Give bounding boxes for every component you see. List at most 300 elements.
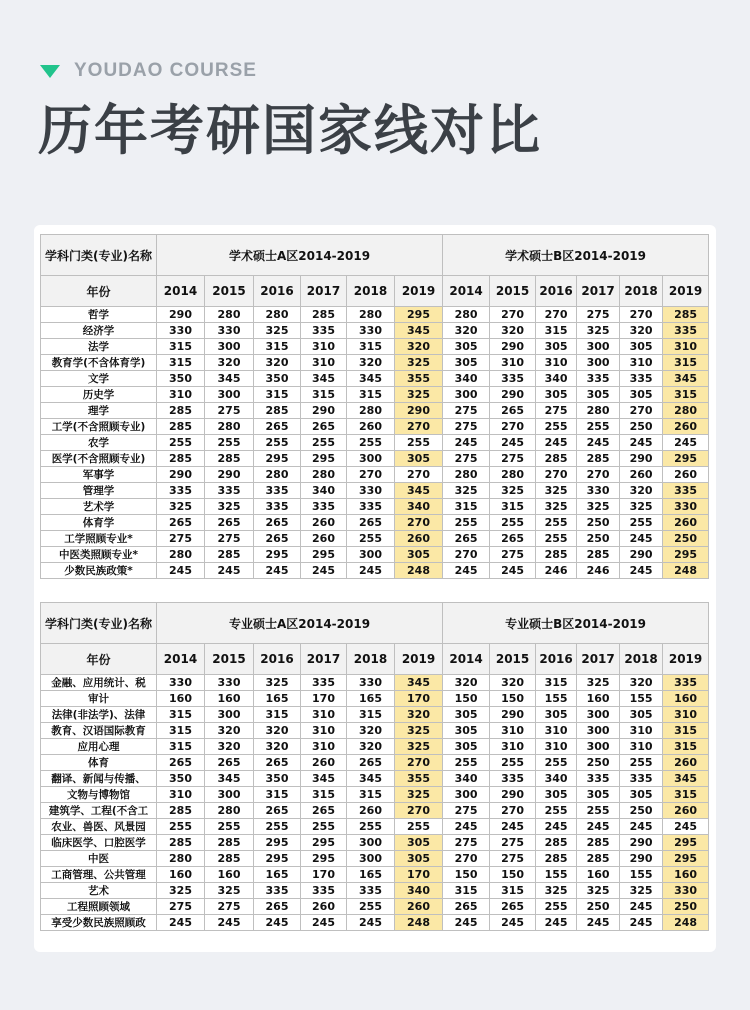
score-cell: 248 bbox=[395, 563, 443, 579]
score-cell: 255 bbox=[536, 803, 577, 819]
score-cell: 250 bbox=[577, 899, 620, 915]
table-row bbox=[41, 323, 709, 339]
score-cell: 295 bbox=[301, 835, 347, 851]
table-row bbox=[41, 547, 709, 563]
subject-name: 管理学 bbox=[41, 483, 157, 499]
score-cell: 250 bbox=[663, 899, 709, 915]
score-cell: 270 bbox=[490, 307, 536, 323]
score-cell: 245 bbox=[620, 899, 663, 915]
score-cell: 300 bbox=[347, 451, 395, 467]
score-cell: 160 bbox=[663, 691, 709, 707]
score-cell: 325 bbox=[395, 739, 443, 755]
score-cell: 255 bbox=[347, 819, 395, 835]
score-cell: 245 bbox=[490, 819, 536, 835]
score-cell: 260 bbox=[620, 467, 663, 483]
score-cell: 285 bbox=[536, 835, 577, 851]
score-cell: 295 bbox=[301, 851, 347, 867]
corner-header: 学科门类(专业)名称 bbox=[41, 235, 157, 276]
score-cell: 245 bbox=[490, 563, 536, 579]
score-cell: 295 bbox=[254, 547, 301, 563]
year-header-row bbox=[41, 644, 709, 675]
subject-name: 工商管理、公共管理 bbox=[41, 867, 157, 883]
score-cell: 330 bbox=[347, 483, 395, 499]
score-cell: 330 bbox=[663, 883, 709, 899]
table-row bbox=[41, 307, 709, 323]
score-cell: 310 bbox=[490, 355, 536, 371]
score-cell: 340 bbox=[536, 371, 577, 387]
score-cell: 265 bbox=[205, 515, 254, 531]
score-cell: 320 bbox=[443, 323, 490, 339]
score-cell: 300 bbox=[347, 547, 395, 563]
score-cell: 170 bbox=[395, 691, 443, 707]
score-cell: 295 bbox=[254, 835, 301, 851]
score-cell: 285 bbox=[205, 835, 254, 851]
score-cell: 300 bbox=[577, 707, 620, 723]
score-cell: 165 bbox=[347, 867, 395, 883]
score-cell: 245 bbox=[577, 915, 620, 931]
score-cell: 255 bbox=[536, 755, 577, 771]
score-cell: 345 bbox=[663, 771, 709, 787]
group-a-header: 专业硕士A区2014-2019 bbox=[157, 603, 443, 644]
score-cell: 310 bbox=[301, 739, 347, 755]
score-cell: 285 bbox=[205, 851, 254, 867]
subject-name: 享受少数民族照顾政 bbox=[41, 915, 157, 931]
score-cell: 345 bbox=[395, 323, 443, 339]
score-cell: 320 bbox=[395, 339, 443, 355]
brand bbox=[40, 60, 257, 82]
score-cell: 245 bbox=[157, 915, 205, 931]
score-cell: 345 bbox=[301, 771, 347, 787]
score-cell: 315 bbox=[157, 739, 205, 755]
score-cell: 285 bbox=[205, 451, 254, 467]
table-row bbox=[41, 355, 709, 371]
score-cell: 310 bbox=[490, 723, 536, 739]
score-cell: 335 bbox=[490, 771, 536, 787]
subject-name: 审计 bbox=[41, 691, 157, 707]
score-cell: 290 bbox=[301, 403, 347, 419]
score-cell: 250 bbox=[620, 803, 663, 819]
score-cell: 335 bbox=[205, 483, 254, 499]
score-cell: 300 bbox=[205, 787, 254, 803]
year-header-cell: 2014 bbox=[157, 644, 205, 675]
score-cell: 245 bbox=[443, 435, 490, 451]
score-cell: 170 bbox=[301, 691, 347, 707]
score-cell: 315 bbox=[157, 707, 205, 723]
score-cell: 245 bbox=[301, 915, 347, 931]
score-cell: 335 bbox=[663, 483, 709, 499]
subject-name: 艺术学 bbox=[41, 499, 157, 515]
score-cell: 290 bbox=[490, 387, 536, 403]
table-row bbox=[41, 883, 709, 899]
table-row bbox=[41, 851, 709, 867]
score-cell: 285 bbox=[157, 403, 205, 419]
score-cell: 265 bbox=[254, 755, 301, 771]
score-cell: 265 bbox=[347, 515, 395, 531]
score-cell: 150 bbox=[490, 691, 536, 707]
score-cell: 245 bbox=[536, 819, 577, 835]
score-cell: 150 bbox=[490, 867, 536, 883]
score-cell: 315 bbox=[157, 355, 205, 371]
score-cell: 305 bbox=[443, 723, 490, 739]
subject-name: 建筑学、工程(不含工 bbox=[41, 803, 157, 819]
score-cell: 320 bbox=[254, 355, 301, 371]
score-cell: 315 bbox=[347, 707, 395, 723]
score-cell: 345 bbox=[301, 371, 347, 387]
score-cell: 280 bbox=[347, 403, 395, 419]
score-cell: 265 bbox=[301, 803, 347, 819]
score-cell: 255 bbox=[254, 819, 301, 835]
score-cell: 160 bbox=[157, 867, 205, 883]
score-cell: 330 bbox=[157, 675, 205, 691]
score-cell: 285 bbox=[157, 803, 205, 819]
score-cell: 285 bbox=[577, 547, 620, 563]
score-cell: 305 bbox=[395, 835, 443, 851]
table-row bbox=[41, 835, 709, 851]
score-cell: 250 bbox=[620, 419, 663, 435]
score-cell: 320 bbox=[254, 723, 301, 739]
year-header-cell: 2017 bbox=[301, 644, 347, 675]
score-cell: 255 bbox=[536, 899, 577, 915]
table-row bbox=[41, 787, 709, 803]
year-header-cell: 2017 bbox=[577, 276, 620, 307]
score-cell: 160 bbox=[205, 691, 254, 707]
score-cell: 255 bbox=[490, 755, 536, 771]
score-cell: 275 bbox=[490, 451, 536, 467]
score-cell: 270 bbox=[536, 307, 577, 323]
score-cell: 255 bbox=[157, 819, 205, 835]
score-cell: 270 bbox=[536, 467, 577, 483]
score-cell: 345 bbox=[395, 483, 443, 499]
score-cell: 260 bbox=[663, 467, 709, 483]
score-cell: 275 bbox=[490, 547, 536, 563]
score-cell: 270 bbox=[347, 467, 395, 483]
score-cell: 280 bbox=[157, 851, 205, 867]
score-cell: 295 bbox=[395, 307, 443, 323]
year-header-cell: 2015 bbox=[205, 644, 254, 675]
score-cell: 280 bbox=[205, 307, 254, 323]
score-cell: 265 bbox=[254, 531, 301, 547]
table-row bbox=[41, 403, 709, 419]
score-cell: 345 bbox=[663, 371, 709, 387]
score-cell: 245 bbox=[205, 915, 254, 931]
score-cell: 300 bbox=[205, 387, 254, 403]
score-cell: 305 bbox=[620, 707, 663, 723]
subject-name: 法律(非法学)、法律 bbox=[41, 707, 157, 723]
score-cell: 245 bbox=[620, 563, 663, 579]
score-cell: 265 bbox=[254, 803, 301, 819]
score-cell: 355 bbox=[395, 771, 443, 787]
table-row bbox=[41, 467, 709, 483]
score-cell: 255 bbox=[536, 419, 577, 435]
score-cell: 265 bbox=[347, 755, 395, 771]
year-header-cell: 2019 bbox=[395, 276, 443, 307]
score-cell: 315 bbox=[301, 787, 347, 803]
year-header-cell: 2017 bbox=[301, 276, 347, 307]
score-cell: 265 bbox=[254, 899, 301, 915]
score-cell: 315 bbox=[663, 787, 709, 803]
score-cell: 350 bbox=[157, 371, 205, 387]
score-cell: 335 bbox=[254, 483, 301, 499]
score-cell: 290 bbox=[490, 787, 536, 803]
score-cell: 270 bbox=[443, 547, 490, 563]
score-cell: 330 bbox=[577, 483, 620, 499]
subject-name: 理学 bbox=[41, 403, 157, 419]
year-row-label: 年份 bbox=[41, 276, 157, 307]
score-cell: 255 bbox=[577, 419, 620, 435]
score-cell: 295 bbox=[663, 451, 709, 467]
subject-name: 工学照顾专业* bbox=[41, 531, 157, 547]
score-cell: 260 bbox=[301, 531, 347, 547]
score-cell: 320 bbox=[620, 323, 663, 339]
score-cell: 295 bbox=[301, 451, 347, 467]
score-cell: 270 bbox=[395, 515, 443, 531]
year-header-cell: 2015 bbox=[490, 644, 536, 675]
score-cell: 305 bbox=[395, 451, 443, 467]
score-cell: 275 bbox=[577, 307, 620, 323]
score-cell: 315 bbox=[254, 707, 301, 723]
academic-master-table bbox=[40, 234, 709, 579]
table-row bbox=[41, 419, 709, 435]
score-cell: 250 bbox=[577, 531, 620, 547]
score-cell: 245 bbox=[663, 819, 709, 835]
table-row bbox=[41, 867, 709, 883]
score-cell: 335 bbox=[301, 675, 347, 691]
score-cell: 295 bbox=[663, 547, 709, 563]
score-cell: 335 bbox=[301, 323, 347, 339]
score-cell: 295 bbox=[663, 851, 709, 867]
score-cell: 265 bbox=[205, 755, 254, 771]
score-cell: 300 bbox=[443, 387, 490, 403]
group-a-header: 学术硕士A区2014-2019 bbox=[157, 235, 443, 276]
score-cell: 160 bbox=[157, 691, 205, 707]
score-cell: 275 bbox=[157, 531, 205, 547]
score-cell: 245 bbox=[347, 563, 395, 579]
score-cell: 155 bbox=[536, 867, 577, 883]
score-cell: 305 bbox=[577, 787, 620, 803]
score-cell: 315 bbox=[490, 499, 536, 515]
score-cell: 300 bbox=[205, 707, 254, 723]
table-row bbox=[41, 755, 709, 771]
score-cell: 245 bbox=[577, 435, 620, 451]
table-row bbox=[41, 435, 709, 451]
score-cell: 325 bbox=[577, 323, 620, 339]
score-cell: 325 bbox=[205, 499, 254, 515]
score-cell: 335 bbox=[347, 883, 395, 899]
score-cell: 245 bbox=[157, 563, 205, 579]
table-row bbox=[41, 739, 709, 755]
score-cell: 315 bbox=[347, 339, 395, 355]
score-cell: 325 bbox=[254, 675, 301, 691]
subject-name: 工学(不含照顾专业) bbox=[41, 419, 157, 435]
subject-name: 医学(不含照顾专业) bbox=[41, 451, 157, 467]
score-cell: 340 bbox=[443, 771, 490, 787]
score-cell: 275 bbox=[443, 419, 490, 435]
score-cell: 245 bbox=[443, 563, 490, 579]
score-cell: 150 bbox=[443, 867, 490, 883]
score-cell: 165 bbox=[347, 691, 395, 707]
score-cell: 300 bbox=[577, 739, 620, 755]
table-row bbox=[41, 899, 709, 915]
score-cell: 295 bbox=[301, 547, 347, 563]
score-cell: 245 bbox=[205, 563, 254, 579]
score-cell: 305 bbox=[620, 339, 663, 355]
score-cell: 285 bbox=[205, 547, 254, 563]
year-header-cell: 2016 bbox=[536, 644, 577, 675]
table-row bbox=[41, 691, 709, 707]
score-cell: 320 bbox=[443, 675, 490, 691]
table-row bbox=[41, 707, 709, 723]
group-b-header: 学术硕士B区2014-2019 bbox=[443, 235, 709, 276]
score-cell: 248 bbox=[663, 563, 709, 579]
score-cell: 335 bbox=[301, 883, 347, 899]
professional-master-table bbox=[40, 602, 709, 931]
score-cell: 315 bbox=[443, 883, 490, 899]
score-cell: 320 bbox=[620, 675, 663, 691]
score-cell: 245 bbox=[577, 819, 620, 835]
score-cell: 260 bbox=[347, 803, 395, 819]
score-cell: 280 bbox=[205, 419, 254, 435]
table-row bbox=[41, 915, 709, 931]
score-cell: 275 bbox=[443, 803, 490, 819]
year-header-cell: 2016 bbox=[254, 644, 301, 675]
score-cell: 290 bbox=[395, 403, 443, 419]
score-cell: 285 bbox=[157, 835, 205, 851]
score-cell: 295 bbox=[663, 835, 709, 851]
score-cell: 280 bbox=[443, 467, 490, 483]
score-cell: 155 bbox=[620, 867, 663, 883]
table-row bbox=[41, 451, 709, 467]
score-cell: 265 bbox=[490, 899, 536, 915]
score-cell: 315 bbox=[663, 387, 709, 403]
score-cell: 255 bbox=[347, 899, 395, 915]
score-cell: 300 bbox=[577, 339, 620, 355]
score-cell: 305 bbox=[536, 387, 577, 403]
score-cell: 290 bbox=[157, 467, 205, 483]
score-cell: 280 bbox=[301, 467, 347, 483]
score-cell: 270 bbox=[577, 467, 620, 483]
score-cell: 350 bbox=[254, 371, 301, 387]
score-cell: 310 bbox=[157, 387, 205, 403]
score-cell: 305 bbox=[536, 707, 577, 723]
score-cell: 300 bbox=[347, 851, 395, 867]
score-cell: 315 bbox=[536, 675, 577, 691]
year-header-cell: 2018 bbox=[620, 644, 663, 675]
score-cell: 305 bbox=[443, 707, 490, 723]
score-cell: 340 bbox=[395, 883, 443, 899]
score-cell: 315 bbox=[536, 323, 577, 339]
score-cell: 320 bbox=[490, 675, 536, 691]
score-cell: 295 bbox=[254, 851, 301, 867]
score-cell: 255 bbox=[301, 819, 347, 835]
score-cell: 325 bbox=[157, 883, 205, 899]
score-cell: 305 bbox=[620, 387, 663, 403]
score-cell: 265 bbox=[157, 755, 205, 771]
score-cell: 315 bbox=[254, 387, 301, 403]
score-cell: 250 bbox=[663, 531, 709, 547]
score-cell: 315 bbox=[254, 339, 301, 355]
subject-name: 中医 bbox=[41, 851, 157, 867]
score-cell: 280 bbox=[577, 403, 620, 419]
score-cell: 310 bbox=[620, 355, 663, 371]
score-cell: 290 bbox=[205, 467, 254, 483]
score-cell: 245 bbox=[620, 531, 663, 547]
score-cell: 260 bbox=[301, 755, 347, 771]
score-cell: 250 bbox=[577, 755, 620, 771]
score-cell: 290 bbox=[490, 339, 536, 355]
score-cell: 285 bbox=[301, 307, 347, 323]
score-cell: 260 bbox=[347, 419, 395, 435]
score-cell: 260 bbox=[663, 755, 709, 771]
score-cell: 265 bbox=[443, 531, 490, 547]
score-cell: 325 bbox=[443, 483, 490, 499]
score-cell: 320 bbox=[620, 483, 663, 499]
year-header-row bbox=[41, 276, 709, 307]
year-header-cell: 2016 bbox=[254, 276, 301, 307]
year-header-cell: 2019 bbox=[395, 644, 443, 675]
score-cell: 265 bbox=[490, 531, 536, 547]
subject-name: 体育 bbox=[41, 755, 157, 771]
score-cell: 350 bbox=[157, 771, 205, 787]
score-cell: 305 bbox=[395, 547, 443, 563]
score-cell: 275 bbox=[536, 403, 577, 419]
score-cell: 275 bbox=[157, 899, 205, 915]
score-cell: 305 bbox=[443, 739, 490, 755]
score-cell: 270 bbox=[395, 419, 443, 435]
score-cell: 245 bbox=[663, 435, 709, 451]
score-cell: 265 bbox=[301, 419, 347, 435]
score-cell: 275 bbox=[490, 851, 536, 867]
score-cell: 330 bbox=[663, 499, 709, 515]
score-cell: 305 bbox=[443, 339, 490, 355]
table-row bbox=[41, 675, 709, 691]
score-cell: 265 bbox=[443, 899, 490, 915]
score-cell: 245 bbox=[620, 435, 663, 451]
score-cell: 325 bbox=[254, 323, 301, 339]
score-cell: 285 bbox=[536, 451, 577, 467]
score-cell: 265 bbox=[254, 515, 301, 531]
score-cell: 285 bbox=[157, 451, 205, 467]
score-cell: 255 bbox=[577, 803, 620, 819]
score-cell: 335 bbox=[347, 499, 395, 515]
score-cell: 285 bbox=[536, 851, 577, 867]
score-cell: 260 bbox=[395, 531, 443, 547]
year-header-cell: 2018 bbox=[347, 276, 395, 307]
score-cell: 285 bbox=[577, 851, 620, 867]
score-cell: 305 bbox=[536, 787, 577, 803]
score-cell: 320 bbox=[205, 723, 254, 739]
subject-name: 工程照顾领域 bbox=[41, 899, 157, 915]
year-row-label: 年份 bbox=[41, 644, 157, 675]
score-cell: 285 bbox=[577, 835, 620, 851]
score-cell: 270 bbox=[620, 403, 663, 419]
year-header-cell: 2015 bbox=[205, 276, 254, 307]
table-row bbox=[41, 803, 709, 819]
score-cell: 325 bbox=[620, 499, 663, 515]
score-cell: 320 bbox=[347, 739, 395, 755]
score-cell: 320 bbox=[490, 323, 536, 339]
score-cell: 160 bbox=[205, 867, 254, 883]
score-cell: 345 bbox=[347, 371, 395, 387]
score-cell: 285 bbox=[577, 451, 620, 467]
score-cell: 245 bbox=[620, 915, 663, 931]
year-header-cell: 2014 bbox=[443, 276, 490, 307]
score-cell: 310 bbox=[536, 723, 577, 739]
score-cell: 245 bbox=[347, 915, 395, 931]
subject-name: 经济学 bbox=[41, 323, 157, 339]
subject-name: 体育学 bbox=[41, 515, 157, 531]
score-cell: 265 bbox=[254, 419, 301, 435]
score-cell: 300 bbox=[577, 723, 620, 739]
